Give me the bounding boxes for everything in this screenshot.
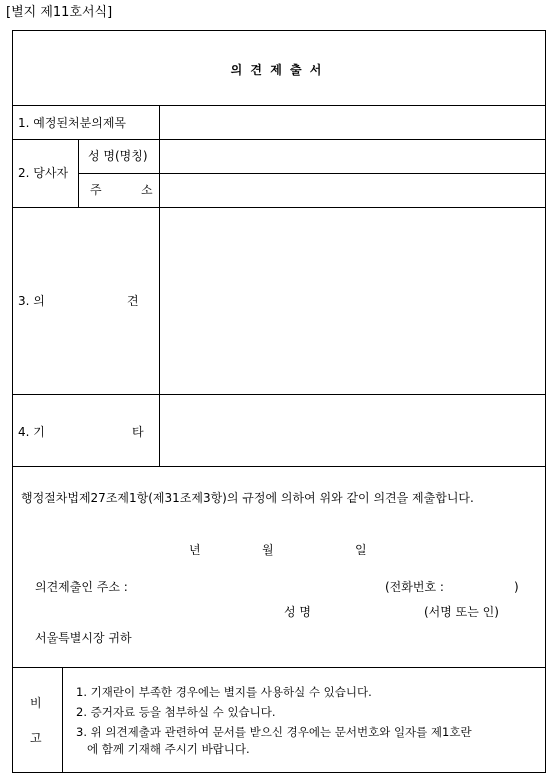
note-item: 1. 기재란이 부족한 경우에는 별지를 사용하실 수 있습니다.	[76, 685, 372, 699]
other-label-2: 타	[132, 425, 144, 439]
opinion-field[interactable]	[160, 208, 545, 394]
divider	[12, 667, 546, 668]
divider	[12, 466, 546, 467]
column-divider	[62, 667, 63, 773]
submission-statement: 행정절차법제27조제1항(제31조제3항)의 규정에 의하여 위와 같이 의견을 제출합니다.	[21, 491, 474, 505]
party-address-field[interactable]	[160, 174, 545, 207]
recipient-label: 서울특별시장 귀하	[35, 631, 132, 645]
note-item: 2. 증거자료 등을 첨부하실 수 있습니다.	[76, 705, 276, 719]
form-title: 의 견 제 출 서	[230, 63, 324, 77]
form-number-label: [별지 제11호서식]	[6, 5, 113, 20]
date-day-label: 일	[355, 543, 367, 557]
opinion-label-1: 3. 의	[18, 294, 45, 308]
column-divider	[78, 139, 79, 207]
notes-label-1: 비	[30, 696, 42, 710]
subject-field[interactable]	[160, 106, 545, 139]
party-address-label-1: 주	[90, 183, 102, 197]
note-item: 3. 위 의견제출과 관련하여 문서를 받으신 경우에는 문서번호와 일자를 제1호란	[76, 725, 472, 739]
notes-label-2: 고	[30, 731, 42, 745]
phone-close-label: )	[514, 580, 519, 594]
party-address-label-2: 소	[141, 183, 153, 197]
opinion-label-2: 견	[127, 294, 139, 308]
subject-label: 1. 예정된처분의제목	[18, 116, 127, 130]
date-month-label: 월	[262, 543, 274, 557]
party-name-field[interactable]	[160, 140, 545, 173]
other-label-1: 4. 기	[18, 425, 45, 439]
phone-label: (전화번호 :	[385, 580, 444, 594]
other-field[interactable]	[160, 395, 545, 466]
note-item: 에 함께 기재해 주시기 바랍니다.	[76, 742, 250, 756]
signature-label: (서명 또는 인)	[424, 605, 499, 619]
date-year-label: 년	[189, 543, 201, 557]
parties-label: 2. 당사자	[18, 166, 69, 180]
submitter-name-label: 성 명	[284, 605, 311, 619]
submitter-address-label: 의견제출인 주소 :	[35, 580, 128, 594]
party-name-label: 성 명(명칭)	[88, 149, 148, 163]
